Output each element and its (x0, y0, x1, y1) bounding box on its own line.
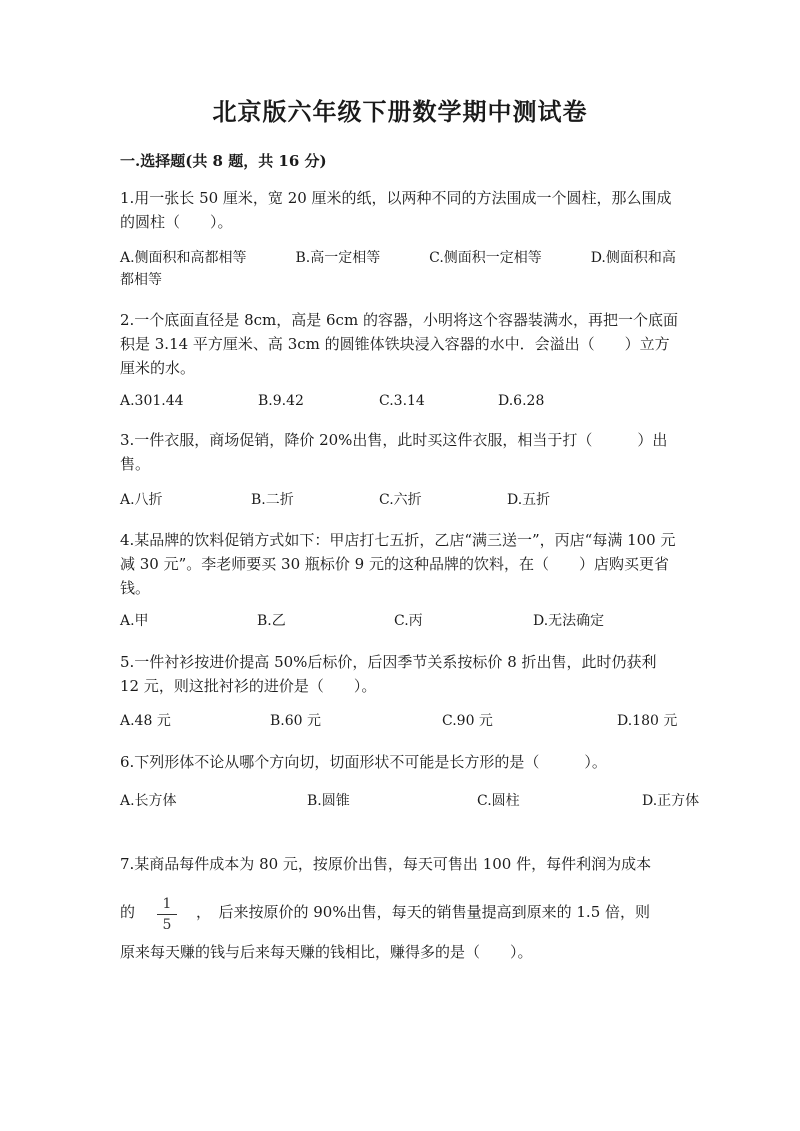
question-4: 4.某品牌的饮料促销方式如下：甲店打七五折，乙店“满三送一”，丙店“每满 100 元减 30 元”。李老师要买 30 瓶标价 9 元的这种品牌的饮料，在（ ）店购买更省钱。 (120, 531, 676, 597)
question-3-option-d[interactable]: D.五折 (507, 492, 551, 508)
question-2-option-b[interactable]: B.9.42 (258, 393, 304, 409)
question-5-option-b[interactable]: B.60 元 (270, 713, 322, 729)
question-3-option-b[interactable]: B.二折 (251, 492, 294, 508)
question-2-option-d[interactable]: D.6.28 (498, 393, 545, 409)
question-7-line-1: 7.某商品每件成本为 80 元，按原价出售，每天可售出 100 件，每件利润为成本 (120, 855, 652, 873)
question-6-option-b[interactable]: B.圆锥 (307, 793, 350, 809)
fraction-numerator: 1 (162, 896, 172, 912)
question-6-option-c[interactable]: C.圆柱 (477, 793, 520, 809)
question-4-option-b[interactable]: B.乙 (257, 613, 286, 629)
question-6-options (120, 789, 700, 837)
question-4-options (120, 609, 680, 633)
question-3: 3.一件衣服，商场促销，降价 20%出售，此时买这件衣服，相当于打（ ）出售。 (120, 431, 668, 473)
question-5-option-c[interactable]: C.90 元 (442, 713, 493, 729)
question-1-option-b[interactable]: B.高一定相等 (295, 250, 381, 266)
question-3-option-a[interactable]: A.八折 (120, 492, 163, 508)
question-5-option-d[interactable]: D.180 元 (617, 713, 678, 729)
question-4-option-a[interactable]: A.甲 (120, 613, 149, 629)
question-2-option-a[interactable]: A.301.44 (120, 393, 184, 409)
question-5-option-a[interactable]: A.48 元 (120, 713, 171, 729)
question-1-option-c[interactable]: C.侧面积一定相等 (429, 250, 542, 266)
question-1-options (120, 247, 680, 291)
question-6-option-a[interactable]: A.长方体 (120, 793, 177, 809)
question-7-fraction (154, 895, 180, 934)
question-5: 5.一件衬衫按进价提高 50%后标价，后因季节关系按标价 8 折出售，此时仍获利 12 元，则这批衬衫的进价是（ ）。 (120, 653, 657, 695)
question-6: 6.下列形体不论从哪个方向切，切面形状不可能是长方形的是（ ）。 (120, 753, 607, 771)
fraction-bar (157, 914, 177, 915)
question-2: 2.一个底面直径是 8cm，高是 6cm 的容器，小明将这个容器装满水，再把一个底面积是 3.14 平方厘米、高 3cm 的圆锥体铁块浸入容器的水中．会溢出（ ）立方厘米的水。 (120, 311, 678, 377)
question-7-line-2-start: 的 (120, 903, 136, 921)
question-7-line-3: 原来每天赚的钱与后来每天赚的钱相比，赚得多的是（ ）。 (120, 943, 533, 961)
question-1-option-d[interactable]: D.侧面积和高都相等 (120, 250, 676, 288)
question-2-option-c[interactable]: C.3.14 (379, 393, 425, 409)
question-7-line-2-end: ， 后来按原价的 90%出售，每天的销售量提高到原来的 1.5 倍，则 (196, 903, 651, 921)
page-title: 北京版六年级下册数学期中测试卷 (212, 97, 588, 126)
question-4-option-c[interactable]: C.丙 (394, 613, 423, 629)
question-6-option-d[interactable]: D.正方体 (642, 793, 700, 809)
question-1-option-a[interactable]: A.侧面积和高都相等 (120, 250, 247, 266)
question-3-option-c[interactable]: C.六折 (379, 492, 422, 508)
section-heading: 一.选择题(共 8 题，共 16 分) (120, 152, 327, 170)
question-4-option-d[interactable]: D.无法确定 (533, 613, 605, 629)
question-1: 1.用一张长 50 厘米，宽 20 厘米的纸，以两种不同的方法围成一个圆柱，那么围成的圆柱（ ）。 (120, 189, 672, 231)
question-3-options (120, 488, 680, 512)
question-5-options (120, 709, 680, 733)
fraction-denominator: 5 (162, 917, 172, 933)
question-2-options (120, 389, 680, 413)
